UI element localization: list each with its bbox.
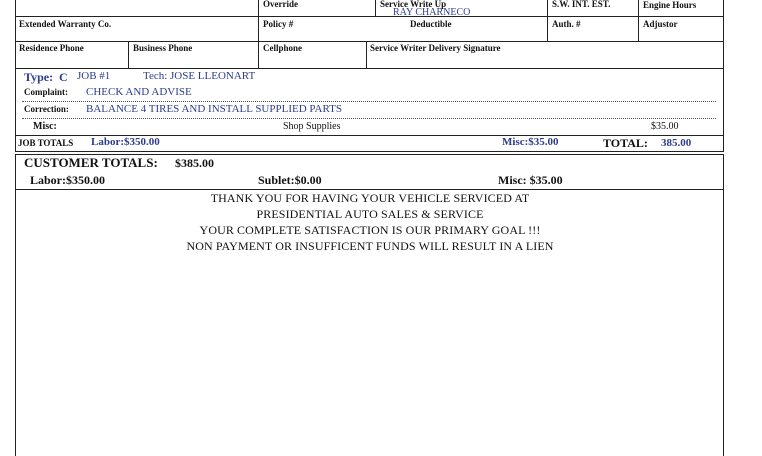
deductible-label: Deductible xyxy=(410,19,452,29)
customer-misc: Misc: $35.00 xyxy=(498,173,563,187)
business-phone-label: Business Phone xyxy=(133,43,193,53)
correction-underline xyxy=(22,118,716,119)
divider xyxy=(547,16,548,41)
job-type-value: C xyxy=(59,70,68,84)
shop-name-line: PRESIDENTIAL AUTO SALES & SERVICE xyxy=(256,207,484,221)
job-number: JOB #1 xyxy=(77,70,111,82)
header-row-divider-2 xyxy=(15,41,724,42)
residence-phone-label: Residence Phone xyxy=(19,43,84,53)
policy-label: Policy # xyxy=(263,19,294,29)
job-totals-label: JOB TOTALS xyxy=(18,138,74,148)
header-grid xyxy=(15,0,724,69)
customer-totals-label: CUSTOMER TOTALS: xyxy=(24,155,158,170)
divider xyxy=(366,41,367,69)
header-row-divider-1 xyxy=(15,16,724,17)
shop-supplies-amount: $35.00 xyxy=(651,121,679,132)
override-label: Override xyxy=(263,0,298,9)
complaint-text: CHECK AND ADVISE xyxy=(86,86,192,98)
divider xyxy=(547,0,548,16)
lien-notice-line: NON PAYMENT OR INSUFFICENT FUNDS WILL RESULT IN A LIEN xyxy=(186,239,554,253)
satisfaction-line: YOUR COMPLETE SATISFACTION IS OUR PRIMARY GOAL !!! xyxy=(199,223,541,237)
customer-totals-divider xyxy=(15,189,724,190)
divider xyxy=(638,16,639,41)
job-type-label: Type: xyxy=(24,70,54,84)
complaint-label: Complaint: xyxy=(24,87,69,97)
engine-hours-label: Engine Hours xyxy=(643,0,697,10)
job-totals-misc: Misc:$35.00 xyxy=(502,136,559,148)
divider xyxy=(258,41,259,69)
complaint-underline xyxy=(22,101,716,102)
job-total-label: TOTAL: xyxy=(603,136,648,150)
customer-totals-amount: $385.00 xyxy=(175,156,214,170)
divider xyxy=(128,41,129,69)
tech-label: Tech: xyxy=(143,70,168,82)
service-writer-name: RAY CHARNECO xyxy=(393,7,471,18)
delivery-signature-label: Service Writer Delivery Signature xyxy=(370,43,501,53)
divider xyxy=(258,16,259,41)
divider xyxy=(638,0,639,16)
service-write-up-label: Service Write Up xyxy=(380,0,447,9)
correction-label: Correction: xyxy=(24,104,69,114)
divider xyxy=(375,0,376,16)
misc-label: Misc: xyxy=(33,121,57,132)
job-total-value: 385.00 xyxy=(661,137,692,149)
extended-warranty-label: Extended Warranty Co. xyxy=(19,19,112,29)
cellphone-label: Cellphone xyxy=(263,43,303,53)
thank-you-line-1: THANK YOU FOR HAVING YOUR VEHICLE SERVICED AT xyxy=(210,191,530,205)
sw-int-est-label: S.W. INT. EST. xyxy=(552,0,611,9)
tech-name: JOSE LLEONART xyxy=(170,70,256,82)
customer-sublet: Sublet:$0.00 xyxy=(258,173,322,187)
adjustor-label: Adjustor xyxy=(643,19,678,29)
job-totals-labor: Labor:$350.00 xyxy=(91,136,160,148)
divider xyxy=(258,0,259,16)
correction-text: BALANCE 4 TIRES AND INSTALL SUPPLIED PARTS xyxy=(86,103,342,115)
customer-labor: Labor:$350.00 xyxy=(30,173,105,187)
shop-supplies-label: Shop Supplies xyxy=(283,121,341,132)
auth-label: Auth. # xyxy=(552,19,581,29)
